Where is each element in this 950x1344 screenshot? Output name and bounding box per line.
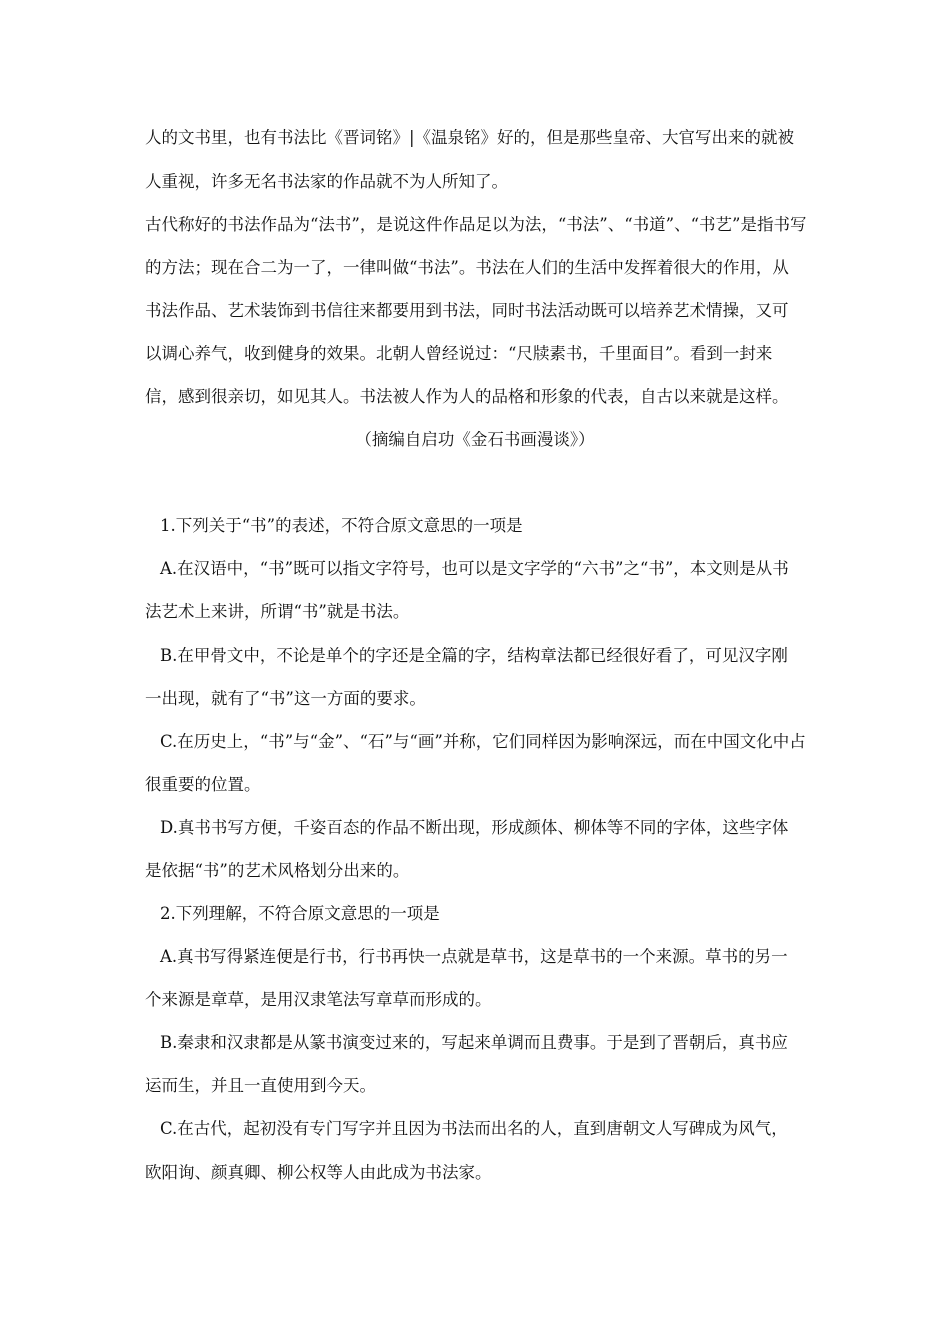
question-2-option-b: B.秦隶和汉隶都是从篆书演变过来的，写起来单调而且费事。于是到了晋朝后，真书应 — [160, 1033, 788, 1052]
question-1-option-d-cont: 是依据“书”的艺术风格划分出来的。 — [145, 861, 410, 880]
question-2-stem: 2.下列理解，不符合原文意思的一项是 — [160, 904, 440, 923]
question-1-option-c-cont: 很重要的位置。 — [145, 775, 261, 794]
question-1-option-d: D.真书书写方便，千姿百态的作品不断出现，形成颜体、柳体等不同的字体，这些字体 — [160, 818, 789, 837]
question-2-option-a: A.真书写得紧连便是行书，行书再快一点就是草书，这是草书的一个来源。草书的另一 — [160, 947, 788, 966]
passage-line-2: 人重视，许多无名书法家的作品就不为人所知了。 — [145, 172, 508, 191]
question-2-option-a-cont: 个来源是章草，是用汉隶笔法写章草而形成的。 — [145, 990, 492, 1009]
question-2-option-c-cont: 欧阳询、颜真卿、柳公权等人由此成为书法家。 — [145, 1163, 492, 1182]
question-1-stem: 1.下列关于“书”的表述，不符合原文意思的一项是 — [160, 516, 523, 535]
passage-line-7: 信，感到很亲切，如见其人。书法被人作为人的品格和形象的代表，自古以来就是这样。 — [145, 387, 789, 406]
question-2-option-b-cont: 运而生，并且一直使用到今天。 — [145, 1076, 376, 1095]
passage-line-6: 以调心养气，收到健身的效果。北朝人曾经说过：“尺牍素书，千里面目”。看到一封来 — [145, 344, 773, 363]
question-1-option-a: A.在汉语中，“书”既可以指文字符号，也可以是文字学的“六书”之“书”，本文则是从书 — [160, 559, 789, 578]
passage-source: （摘编自启功《金石书画漫谈》） — [355, 430, 595, 449]
question-1-option-b: B.在甲骨文中，不论是单个的字还是全篇的字，结构章法都已经很好看了，可见汉字刚 — [160, 646, 788, 665]
question-1-option-c: C.在历史上，“书”与“金”、“石”与“画”并称，它们同样因为影响深远，而在中国文化中占 — [160, 732, 806, 751]
passage-line-5: 书法作品、艺术装饰到书信往来都要用到书法，同时书法活动既可以培养艺术情操，又可 — [145, 301, 789, 320]
passage-line-3: 古代称好的书法作品为“法书”，是说这件作品足以为法，“书法”、“书道”、“书艺”是指书写 — [145, 215, 807, 234]
passage-line-4: 的方法；现在合二为一了，一律叫做“书法”。书法在人们的生活中发挥着很大的作用，从 — [145, 258, 789, 277]
question-1-option-a-cont: 法艺术上来讲，所谓“书”就是书法。 — [145, 602, 410, 621]
question-2-option-c: C.在古代，起初没有专门写字并且因为书法而出名的人，直到唐朝文人写碑成为风气， — [160, 1119, 788, 1138]
question-1-option-b-cont: 一出现，就有了“书”这一方面的要求。 — [145, 689, 426, 708]
passage-line-1: 人的文书里，也有书法比《晋词铭》|《温泉铭》好的，但是那些皇帝、大官写出来的就被 — [145, 128, 795, 147]
